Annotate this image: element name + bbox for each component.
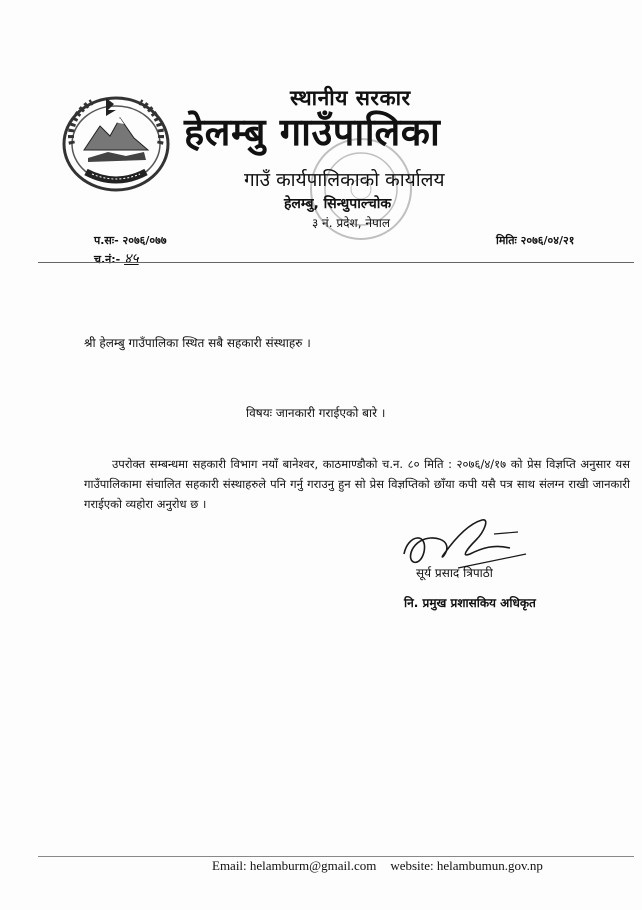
header-divider [38,262,634,263]
province-line: ३ नं. प्रदेश, नेपाल [312,216,391,230]
footer-email: Email: helamburm@gmail.com [212,858,377,873]
footer-divider [38,856,634,857]
municipality-name: हेलम्बु गाउँपालिका [184,110,441,154]
signatory-name: सूर्य प्रसाद त्रिपाठी [416,566,493,580]
office-stamp [306,134,416,244]
office-name: गाउँ कार्यपालिकाको कार्यालय [244,169,445,191]
ps-value: २०७६/०७७ [122,234,167,247]
ps-label: प.सः- [94,234,119,247]
date-label: मितिः [496,234,517,247]
signatory-title: नि. प्रमुख प्रशासकिय अधिकृत [404,596,536,610]
addressee: श्री हेलम्बु गाउँपालिका स्थित सबै सहकारी संस्थाहरु । [84,336,311,350]
emblem-logo [58,88,174,196]
cn-label: च.नं:- [94,253,121,266]
footer-contact [212,858,543,874]
letter-body: उपरोक्त सम्बन्धमा सहकारी विभाग नयाँ बानेश्वर, काठमाण्डौको च.न. ८० मिति : २०७६/४/१७ को प्रेस विज्ञप्ति अनुसार यस गाउँपालिकामा संचालित सहकारी संस्थाहरुले पनि गर्नु गराउनु हुन सो प्रेस विज्ञप्तिको छाँया कपी यसै पत्र साथ संलग्न राखी जानकारी गराईएको व्यहोरा अनुरोध छ । [84,457,630,511]
reference-ps [94,233,167,248]
office-address: हेलम्बु, सिन्धुपाल्चोक [284,196,392,212]
cn-value-handwritten: ४५ [124,251,139,267]
subject-line: विषयः जानकारी गराईएको बारे । [246,406,386,420]
government-heading: स्थानीय सरकार [290,86,411,110]
reference-cn [94,249,139,268]
reference-date [496,233,574,248]
date-value: २०७६/०४/२१ [520,234,575,247]
footer-website: website: helambumun.gov.np [390,858,543,873]
